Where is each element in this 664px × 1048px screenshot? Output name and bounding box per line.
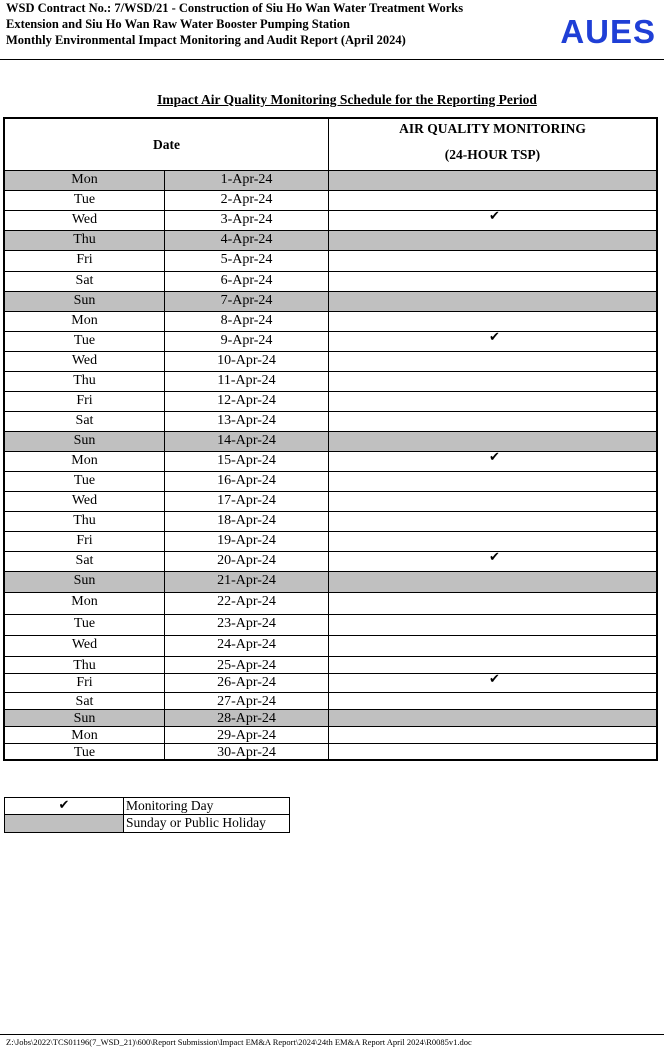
legend-monitoring-label: Monitoring Day <box>126 798 214 813</box>
legend-monitoring-row <box>5 798 289 815</box>
table-row <box>5 693 656 710</box>
cell-air-quality <box>329 552 656 571</box>
cell-day: Sat <box>5 272 165 291</box>
table-row <box>5 372 656 392</box>
table-row <box>5 171 656 191</box>
cell-date: 20-Apr-24 <box>165 552 329 571</box>
cell-air-quality <box>329 211 656 230</box>
table-row <box>5 710 656 727</box>
table-row <box>5 251 656 272</box>
check-icon: ✔ <box>489 330 500 345</box>
header-air-quality-line2: (24-HOUR TSP) <box>444 147 541 162</box>
cell-air-quality <box>329 727 656 743</box>
cell-day: Sun <box>5 710 165 726</box>
cell-air-quality <box>329 710 656 726</box>
cell-air-quality <box>329 572 656 592</box>
cell-day: Wed <box>5 636 165 656</box>
header-line-1: WSD Contract No.: 7/WSD/21 - Construction of Siu Ho Wan Water Treatment Works <box>6 1 464 15</box>
cell-date: 3-Apr-24 <box>165 211 329 230</box>
check-icon: ✔ <box>489 672 500 687</box>
table-row <box>5 657 656 674</box>
cell-air-quality <box>329 512 656 531</box>
cell-date: 10-Apr-24 <box>165 352 329 371</box>
check-icon: ✔ <box>489 450 500 465</box>
cell-day: Wed <box>5 211 165 230</box>
cell-date: 13-Apr-24 <box>165 412 329 431</box>
cell-day: Fri <box>5 251 165 271</box>
cell-date: 21-Apr-24 <box>165 572 329 592</box>
cell-air-quality <box>329 332 656 351</box>
monitoring-schedule-table <box>3 117 658 761</box>
table-row <box>5 472 656 492</box>
legend-holiday-row <box>5 815 289 832</box>
cell-date: 9-Apr-24 <box>165 332 329 351</box>
cell-day: Thu <box>5 512 165 531</box>
cell-day: Sat <box>5 693 165 709</box>
cell-day: Sun <box>5 292 165 311</box>
table-row <box>5 332 656 352</box>
table-row <box>5 392 656 412</box>
cell-air-quality <box>329 674 656 692</box>
cell-date: 2-Apr-24 <box>165 191 329 210</box>
table-row <box>5 191 656 211</box>
table-row <box>5 572 656 593</box>
table-row <box>5 593 656 615</box>
cell-date: 27-Apr-24 <box>165 693 329 709</box>
table-row <box>5 412 656 432</box>
cell-day: Tue <box>5 332 165 351</box>
cell-day: Wed <box>5 492 165 511</box>
cell-air-quality <box>329 171 656 190</box>
cell-date: 25-Apr-24 <box>165 657 329 673</box>
cell-date: 8-Apr-24 <box>165 312 329 331</box>
cell-day: Sat <box>5 412 165 431</box>
table-row <box>5 674 656 693</box>
cell-day: Thu <box>5 657 165 673</box>
document-header <box>6 0 658 58</box>
check-icon: ✔ <box>5 798 124 814</box>
cell-date: 22-Apr-24 <box>165 593 329 614</box>
cell-date: 26-Apr-24 <box>165 674 329 692</box>
table-row <box>5 744 656 761</box>
cell-date: 14-Apr-24 <box>165 432 329 451</box>
header-line-2: Extension and Siu Ho Wan Raw Water Booster Pumping Station <box>6 17 350 31</box>
cell-air-quality <box>329 292 656 311</box>
cell-day: Tue <box>5 472 165 491</box>
grey-swatch <box>5 815 124 832</box>
table-row <box>5 231 656 251</box>
cell-date: 29-Apr-24 <box>165 727 329 743</box>
footer-file-path: Z:\Jobs\2022\TCS01196(7_WSD_21)\600\Report Submission\Impact EM&A Report\2024\24th EM&A Report April 2024\R0085v1.doc <box>6 1037 472 1047</box>
cell-day: Fri <box>5 392 165 411</box>
header-air-quality <box>329 119 656 170</box>
cell-air-quality <box>329 492 656 511</box>
cell-day: Sun <box>5 572 165 592</box>
header-air-quality-line1: AIR QUALITY MONITORING <box>399 121 586 136</box>
cell-air-quality <box>329 452 656 471</box>
cell-air-quality <box>329 615 656 635</box>
cell-date: 4-Apr-24 <box>165 231 329 250</box>
table-row <box>5 615 656 636</box>
check-icon: ✔ <box>489 209 500 224</box>
header-line-3: Monthly Environmental Impact Monitoring and Audit Report (April 2024) <box>6 33 406 47</box>
cell-air-quality <box>329 593 656 614</box>
cell-air-quality <box>329 231 656 250</box>
cell-air-quality <box>329 636 656 656</box>
header-date: Date <box>5 119 329 170</box>
cell-air-quality <box>329 412 656 431</box>
cell-date: 28-Apr-24 <box>165 710 329 726</box>
cell-air-quality <box>329 657 656 673</box>
cell-air-quality <box>329 472 656 491</box>
cell-date: 6-Apr-24 <box>165 272 329 291</box>
aues-logo: AUES <box>560 13 656 50</box>
cell-date: 18-Apr-24 <box>165 512 329 531</box>
cell-day: Mon <box>5 171 165 190</box>
table-row <box>5 292 656 312</box>
cell-day: Wed <box>5 352 165 371</box>
cell-air-quality <box>329 372 656 391</box>
table-row <box>5 312 656 332</box>
cell-day: Fri <box>5 532 165 551</box>
cell-air-quality <box>329 312 656 331</box>
table-row <box>5 727 656 744</box>
table-row <box>5 636 656 657</box>
cell-day: Thu <box>5 372 165 391</box>
cell-day: Tue <box>5 744 165 761</box>
cell-air-quality <box>329 532 656 551</box>
cell-date: 23-Apr-24 <box>165 615 329 635</box>
cell-date: 1-Apr-24 <box>165 171 329 190</box>
legend <box>4 797 290 833</box>
cell-date: 24-Apr-24 <box>165 636 329 656</box>
cell-day: Thu <box>5 231 165 250</box>
cell-date: 19-Apr-24 <box>165 532 329 551</box>
cell-day: Mon <box>5 452 165 471</box>
cell-date: 15-Apr-24 <box>165 452 329 471</box>
cell-date: 12-Apr-24 <box>165 392 329 411</box>
table-row <box>5 532 656 552</box>
cell-day: Sat <box>5 552 165 571</box>
table-body <box>5 171 656 761</box>
cell-day: Mon <box>5 312 165 331</box>
cell-air-quality <box>329 251 656 271</box>
legend-holiday-label: Sunday or Public Holiday <box>126 815 266 830</box>
cell-date: 16-Apr-24 <box>165 472 329 491</box>
header-divider <box>0 59 664 60</box>
cell-day: Mon <box>5 727 165 743</box>
cell-air-quality <box>329 693 656 709</box>
table-row <box>5 211 656 231</box>
cell-air-quality <box>329 191 656 210</box>
cell-date: 11-Apr-24 <box>165 372 329 391</box>
cell-air-quality <box>329 272 656 291</box>
cell-date: 7-Apr-24 <box>165 292 329 311</box>
cell-air-quality <box>329 432 656 451</box>
cell-date: 30-Apr-24 <box>165 744 329 761</box>
cell-day: Fri <box>5 674 165 692</box>
cell-date: 17-Apr-24 <box>165 492 329 511</box>
table-row <box>5 432 656 452</box>
cell-day: Sun <box>5 432 165 451</box>
table-row <box>5 512 656 532</box>
table-row <box>5 352 656 372</box>
table-row <box>5 272 656 292</box>
table-header-row <box>5 119 656 171</box>
table-title: Impact Air Quality Monitoring Schedule for the Reporting Period <box>157 92 537 107</box>
table-row <box>5 552 656 572</box>
cell-day: Tue <box>5 615 165 635</box>
check-icon: ✔ <box>489 550 500 565</box>
table-row <box>5 492 656 512</box>
table-row <box>5 452 656 472</box>
cell-air-quality <box>329 744 656 761</box>
cell-day: Mon <box>5 593 165 614</box>
cell-air-quality <box>329 352 656 371</box>
cell-air-quality <box>329 392 656 411</box>
footer-divider <box>0 1034 664 1035</box>
cell-day: Tue <box>5 191 165 210</box>
cell-date: 5-Apr-24 <box>165 251 329 271</box>
